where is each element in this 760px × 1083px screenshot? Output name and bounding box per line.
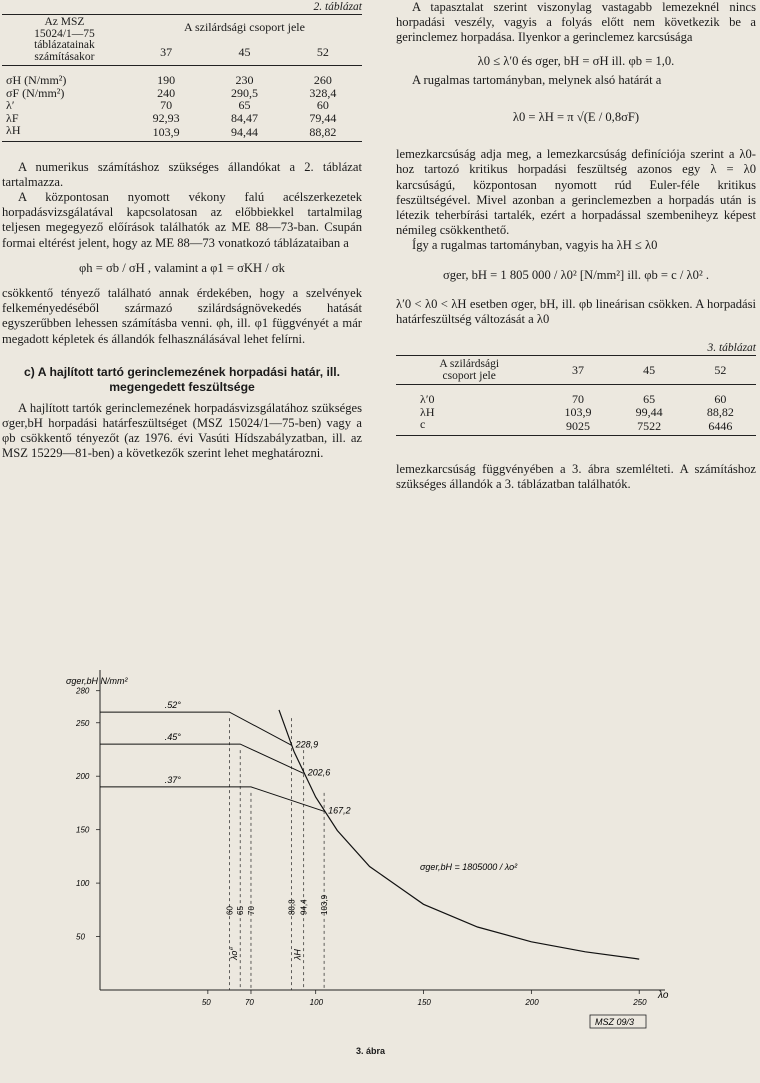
vertical-annotation: 88,8 [287, 899, 297, 915]
x-tick-label: 70 [244, 998, 254, 1007]
svg-text:MSZ 09/3: MSZ 09/3 [595, 1017, 635, 1027]
paragraph: A rugalmas tartományban, melynek alsó határát a [412, 72, 662, 87]
figure-3-chart [0, 660, 760, 1040]
table2-caption: 2. táblázat [313, 1, 362, 13]
paragraph: csökkentő tényező található annak érdekében, hogy a szelvények felkeményedéséből származó szilárdságnövekedés hatását egyszerűbben lehessen számításba venni. φh, ill. φ1 függvényét a már megadott képletek és állandók felhasználásával lehet felírni. [2, 285, 362, 346]
table2-group: 37 [127, 40, 205, 66]
data-label: 228,9 [295, 739, 319, 750]
y-tick-label: 50 [76, 932, 85, 942]
formula: σger, bH = 1 805 000 / λ0² [N/mm²] ill. φb = c / λ0² . [442, 267, 710, 282]
x-tick-label: 50 [201, 998, 211, 1007]
table2-group: 45 [205, 40, 283, 66]
table-row: c 9025 7522 6446 [396, 418, 756, 435]
x-tick-label: 150 [417, 998, 431, 1007]
y-tick-label: 100 [76, 879, 90, 889]
data-label: 167,2 [328, 805, 351, 816]
table-row: σF (N/mm²) 240 290,5 328,4 [6, 85, 337, 100]
vertical-annotation: 103,9 [320, 894, 330, 915]
formula: λ0 ≤ λ′0 és σger, bH = σH ill. φb = 1,0. [477, 53, 675, 68]
formula: λ0 = λH = π √(E / 0,8σF) [512, 110, 640, 125]
formula: φh = σb / σH , valamint a φ1 = σKH / σk [79, 260, 285, 275]
table3-header: A szilárdsági csoport jele [396, 356, 542, 385]
left-column [2, 0, 362, 462]
x-tick-label: 100 [309, 998, 324, 1007]
vertical-annotation: 65 [236, 906, 246, 915]
series-line [100, 744, 304, 773]
table-row: σH (N/mm²) 190 230 260 [6, 73, 332, 87]
paragraph: A központosan nyomott vékony falú acélszerkezetek horpadásvizsgálatával kapcsolatosan az előbbiekkel tartalmilag teljesen megegyező előírások találhatók az ME 88—73-ban. Csupán formai eltérést jelent, hogy az ME 88—73 vonatkozó táblázataiban a [2, 189, 362, 250]
vertical-annotation: 94,4 [299, 899, 309, 915]
table2 [2, 14, 362, 142]
series-line [100, 787, 324, 811]
table3-group: 45 [614, 356, 685, 385]
table2-group: 52 [284, 40, 362, 66]
table-row: λH 103,9 94,44 88,82 [2, 124, 362, 141]
paragraph: lemezkarcsúság függvényében a 3. ábra szemlélteti. A számításhoz szükséges állandók a 3. táblázatban találhatók. [396, 461, 756, 491]
paragraph: lemezkarcsúság adja meg, a lemezkarcsúság definíciója szerint a λ0-hoz tartozó kritikus horpadási feszültség azonos egy λ = λ0 karcsúságú, központosan nyomott rúd Euler-féle kritikus feszültségével. Mivel azonban a gerinclemezben a horpadás után is létezik teherbírási tartalék, ezért a horpadással szembeniheyz képest némileg csökkenthető. [396, 147, 756, 238]
y-tick-label: 200 [76, 772, 90, 782]
paragraph: λ′0 < λ0 < λH esetben σger, bH, ill. φb lineárisan csökken. A horpadási határfeszültség változását a λ0 [396, 296, 756, 327]
table3-caption: 3. táblázat [707, 342, 756, 355]
y-axis-label: σger,bH N/mm² [66, 676, 128, 686]
series-label: .52° [164, 700, 181, 711]
vertical-annotation: 60 [225, 906, 235, 915]
table2-group-header: A szilárdsági csoport jele [127, 15, 362, 41]
table3 [396, 355, 756, 436]
x-tick-label: 200 [525, 998, 539, 1007]
section-heading: c) A hajlított tartó gerinclemezének horpadási határ, ill. megengedett feszültsége [23, 364, 341, 394]
lambda-h-label: λH [292, 949, 303, 960]
right-column [396, 0, 756, 492]
y-tick-label: 280 [76, 686, 90, 696]
paragraph: A tapasztalat szerint viszonylag vastagabb lemezeknél nincs horpadási veszély, vagyis a folyás előtt nem következik be a gerinclemez horpadása. Ilyenkor a gerinclemez karcsúsága [396, 0, 756, 45]
paragraph: A hajlított tartók gerinclemezének horpadásvizsgálatához szükséges σger,bH horpadási határfeszültséget (MSZ 15024/1—75-ben) vagy a φb csökkentő tényezőt (az 1976. évi Vasúti Hídszabályzatban, ill. az MSZ 15229—81-ben) a következők szerint lehet meghatározni. [2, 400, 362, 461]
table-row: λH 103,9 99,44 88,82 [420, 404, 734, 419]
series-line [100, 712, 292, 745]
table-row: λ′ 70 65 60 [6, 98, 329, 112]
figure-caption: 3. ábra [356, 1046, 386, 1056]
y-tick-label: 150 [76, 825, 90, 835]
paragraph: A numerikus számításhoz szükséges állandókat a 2. táblázat tartalmazza. [2, 159, 362, 189]
table3-group: 37 [542, 356, 613, 385]
curve-label: σger,bH = 1805000 / λo² [420, 862, 518, 872]
series-line [279, 710, 639, 959]
lambda-o-label: λo″ [229, 947, 240, 960]
table2-col-header: Az MSZ 15024/1—75 táblázatainak számításakor [2, 15, 127, 66]
paragraph: Így a rugalmas tartományban, vagyis ha λH ≤ λ0 [412, 238, 658, 253]
stamp [590, 1015, 646, 1028]
x-axis-label: λo [658, 990, 669, 1001]
series-label: .45° [164, 732, 181, 743]
x-tick-label: 250 [633, 998, 647, 1007]
table-row: λ′0 70 65 60 [420, 392, 727, 407]
vertical-annotation: 70 [246, 906, 256, 915]
y-tick-label: 250 [76, 718, 90, 728]
table3-group: 52 [685, 356, 756, 385]
table-row: λF 92,93 84,47 79,44 [6, 110, 337, 125]
data-label: 202,6 [307, 767, 331, 778]
series-label: .37° [164, 774, 181, 785]
